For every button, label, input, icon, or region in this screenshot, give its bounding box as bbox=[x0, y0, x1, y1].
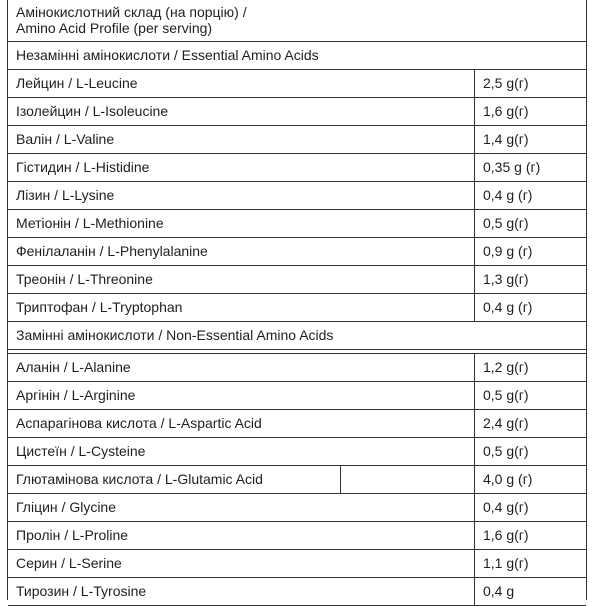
amino-acid-name: Пролін / L-Proline bbox=[16, 527, 129, 543]
amino-acid-name: Аспарагінова кислота / L-Aspartic Acid bbox=[16, 415, 262, 431]
table-row-threonine bbox=[8, 266, 586, 294]
amino-acid-amount: 0,4 g bbox=[474, 578, 586, 605]
amino-acid-amount: 1,2 g(г) bbox=[474, 354, 586, 381]
amino-acid-name: Лейцин / L-Leucine bbox=[16, 75, 138, 91]
nonessential-section-heading: Замінні амінокислоти / Non-Essential Amino Acids bbox=[8, 322, 586, 350]
amino-acid-amount: 0,4 g (г) bbox=[474, 182, 586, 209]
title-line-ukrainian: Амінокислотний склад (на порцію) / bbox=[16, 4, 247, 20]
amino-acid-amount: 0,5 g(г) bbox=[474, 210, 586, 237]
amino-acid-name: Тирозин / L-Tyrosine bbox=[16, 583, 147, 599]
amino-acid-amount: 0,4 g(г) bbox=[474, 494, 586, 521]
table-row-arginine bbox=[8, 382, 586, 410]
amino-acid-amount: 2,5 g(г) bbox=[474, 70, 586, 97]
amino-acid-amount: 0,5 g(г) bbox=[474, 438, 586, 465]
amino-acid-table bbox=[7, 0, 587, 600]
amino-acid-name: Аланін / L-Alanine bbox=[16, 359, 131, 375]
table-row-lysine bbox=[8, 182, 586, 210]
table-row-cysteine bbox=[8, 438, 586, 466]
amino-acid-amount: 4,0 g (г) bbox=[474, 466, 586, 493]
table-row-glycine bbox=[8, 494, 586, 522]
amino-acid-name: Треонін / L-Threonine bbox=[16, 271, 153, 287]
amino-acid-amount: 0,4 g (г) bbox=[474, 294, 586, 321]
amino-acid-name: Глютамінова кислота / L-Glutamic Acid bbox=[16, 471, 263, 487]
amino-acid-name: Серин / L-Serine bbox=[16, 555, 122, 571]
table-row-valine bbox=[8, 126, 586, 154]
cell-divider bbox=[340, 466, 341, 493]
amino-acid-amount: 0,35 g (г) bbox=[474, 154, 586, 181]
table-row-phenylalanine bbox=[8, 238, 586, 266]
title-line-english: Amino Acid Profile (per serving) bbox=[16, 20, 213, 36]
table-row-proline bbox=[8, 522, 586, 550]
essential-section-heading: Незамінні амінокислоти / Essential Amino Acids bbox=[8, 42, 586, 70]
table-row-glutamic-acid bbox=[8, 466, 586, 494]
amino-acid-name: Гліцин / Glycine bbox=[16, 499, 116, 515]
amino-acid-amount: 1,6 g(г) bbox=[474, 98, 586, 125]
table-row-tyrosine bbox=[8, 578, 586, 606]
table-row-isoleucine bbox=[8, 98, 586, 126]
amino-acid-amount: 1,4 g(г) bbox=[474, 126, 586, 153]
table-row-methionine bbox=[8, 210, 586, 238]
table-row-tryptophan bbox=[8, 294, 586, 322]
table-row-leucine bbox=[8, 70, 586, 98]
amino-acid-amount: 2,4 g(г) bbox=[474, 410, 586, 437]
amino-acid-amount: 1,6 g(г) bbox=[474, 522, 586, 549]
amino-acid-name: Фенілаланін / L-Phenylalanine bbox=[16, 243, 208, 259]
amino-acid-amount: 0,9 g (г) bbox=[474, 238, 586, 265]
amino-acid-name: Цистеїн / L-Cysteine bbox=[16, 443, 146, 459]
amino-acid-name: Метіонін / L-Methionine bbox=[16, 215, 164, 231]
amino-acid-name: Ізолейцин / L-Isoleucine bbox=[16, 103, 169, 119]
table-title bbox=[8, 0, 586, 42]
table-row-alanine bbox=[8, 354, 586, 382]
table-row-histidine bbox=[8, 154, 586, 182]
amino-acid-name: Триптофан / L-Tryptophan bbox=[16, 299, 183, 315]
table-row-aspartic-acid bbox=[8, 410, 586, 438]
amino-acid-name: Аргінін / L-Arginine bbox=[16, 387, 136, 403]
amino-acid-amount: 1,1 g(г) bbox=[474, 550, 586, 577]
amino-acid-name: Валін / L-Valine bbox=[16, 131, 115, 147]
table-row-serine bbox=[8, 550, 586, 578]
amino-acid-amount: 1,3 g(г) bbox=[474, 266, 586, 293]
amino-acid-name: Гістидин / L-Histidine bbox=[16, 159, 150, 175]
amino-acid-name: Лізин / L-Lysine bbox=[16, 187, 115, 203]
amino-acid-amount: 0,5 g(г) bbox=[474, 382, 586, 409]
